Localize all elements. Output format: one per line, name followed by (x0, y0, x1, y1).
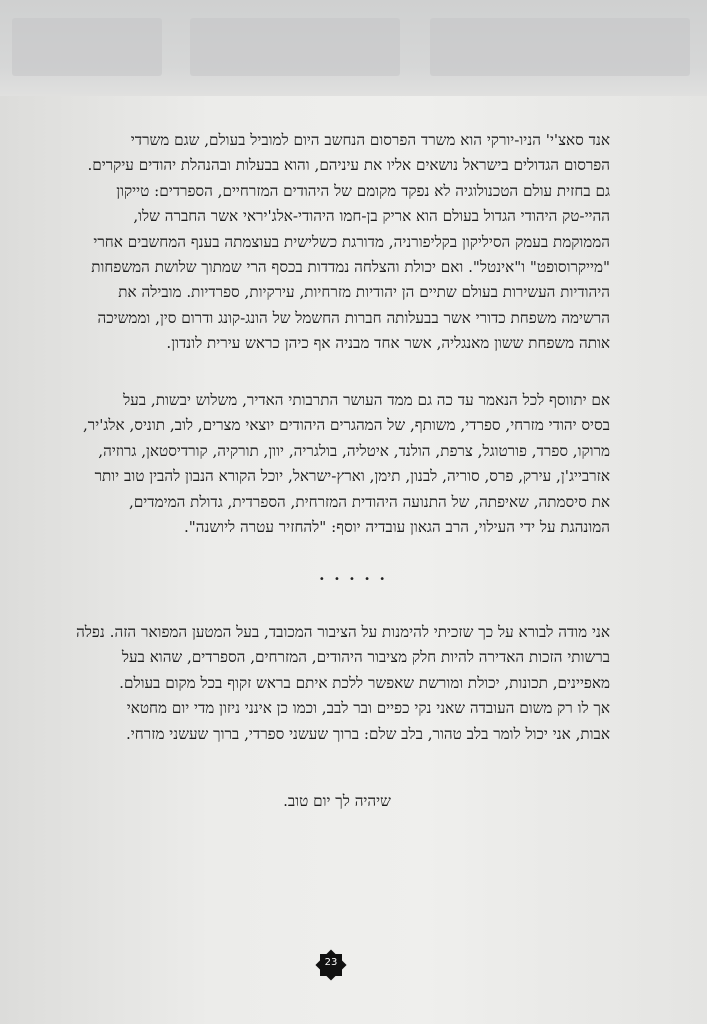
text-line: אנד סאצ'י' הניו-יורקי הוא משרד הפרסום הנחשב היום למוביל בעולם, שגם משרדי (130, 131, 610, 149)
text-line: אני מודה לבורא על כך שזכיתי להימנות על הציבור המכובד, בעל המטען המפואר הזה. נפלה (76, 623, 610, 641)
paragraph-3 (64, 620, 610, 747)
text-line: המונהגת על ידי העילוי, הרב הגאון עובדיה יוסף: "להחזיר עטרה ליושנה". (183, 518, 610, 537)
text-line: אזרבייג'ן, עירק, פרס, סוריה, לבנון, תימן, וארץ-ישראל, יוכל הקורא הנבון להבין טוב יותר (94, 467, 610, 486)
text-line: ההיי-טק היהודי הגדול בעולם הוא אריק בן-חמו היהודי-אלג'יראי אשר החברה שלו, (133, 207, 610, 226)
text-line: ברשותי הזכות האדירה להיות חלק מציבור היהודים, המזרחים, הספרדים, שהוא בעל (121, 648, 610, 667)
text-line: את סיסמתה, שאיפתה, של התנועה היהודית המזרחית, הספרדית, גדולת המימדים, (129, 492, 610, 511)
header-ghost-shape (190, 18, 400, 76)
text-line: בסיס יהודי מזרחי, ספרדי, משותף, של המהגרים היהודים יוצאי מצרים, לוב, תוניס, אלג'יר, (82, 416, 610, 435)
header-ghost-shape (12, 18, 162, 76)
text-line: מרוקו, ספרד, פורטוגל, צרפת, הולנד, איטליה, בולגריה, יוון, תורקיה, קורדיסטאן, גרוזיה, (98, 441, 610, 460)
text-line: גם בחזית עולם הטכנולוגיה לא נפקד מקומם של היהודים המזרחיים, הספרדים: טייקון (116, 181, 610, 200)
header-ghost-shape (430, 18, 690, 76)
faded-header-band (0, 0, 707, 96)
text-line: אבות, אני יכול לומר בלב טהור, בלב שלם: ברוך שעשני ספרדי, ברוך שעשני מזרחי. (125, 724, 610, 743)
text-line: "מייקרוסופט" ו"אינטל". ואם יכולת והצלחה נמדדות בכסף הרי שמתוך שלושת המשפחות (91, 258, 610, 277)
paragraph-1 (64, 128, 610, 357)
text-line: הרשימה משפחת כדורי אשר בבעלותה חברות החשמל של הונג-קונג ודרום סין, וממשיכה (97, 308, 610, 327)
signoff-line: שיהיה לך יום טוב. (283, 792, 391, 810)
text-line: אך לו רק משום העובדה שאני נקי כפיים ובר לבב, וכמו כן אינני ניזון מדי יום מחטאי (126, 699, 610, 718)
text-line: הפרסום הגדולים בישראל נושאים אליו את עיניהם, והוא בבעלות ובהנהלת יהודים עיקרים. (87, 156, 610, 175)
text-line: היהודיות העשירות בעולם שתיים הן יהודיות מזרחיות, עירקיות, ספרדיות. מובילה את (118, 283, 610, 302)
paragraph-2 (64, 388, 610, 540)
text-line: אותה משפחת ששון מאנגליה, אשר אחד מבניה אף כיהן כראש עירית לונדון. (166, 334, 610, 353)
text-line: הממוקמת בעמק הסיליקון בקליפורניה, מדורגת כשלישית בעוצמתה בענף המחשבים אחרי (93, 232, 610, 251)
text-line: מאפיינים, תכונות, יכולת ומורשת שאפשר ללכת איתם בראש זקוף בכל מקום בעולם. (119, 673, 610, 692)
text-line: אם יתווסף לכל הנאמר עד כה גם ממד העושר התרבותי האדיר, משלוש יבשות, בעל (123, 391, 610, 409)
page-number: 23 (324, 957, 338, 968)
section-separator: • • • • • (318, 574, 389, 585)
page-number-badge (312, 946, 350, 984)
